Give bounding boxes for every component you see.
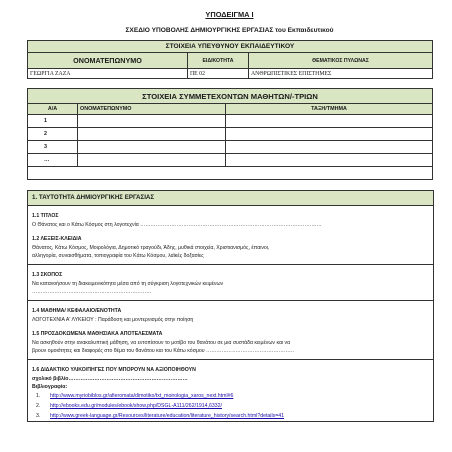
- list-item: [36, 411, 429, 421]
- list-item: [36, 391, 429, 401]
- students-col-aa: Α/Α: [28, 104, 78, 115]
- students-table: [27, 88, 433, 180]
- teacher-section-header: ΣΤΟΙΧΕΙΑ ΥΠΕΥΘΥΝΟΥ ΕΚΠΑΙΔΕΥΤΙΚΟΥ: [28, 41, 433, 53]
- link-number: 2.: [36, 403, 41, 409]
- students-col-class: ΤΑΞΗ/ΤΜΗΜΑ: [226, 104, 433, 115]
- link-number: 1.: [36, 393, 41, 399]
- aim-text[interactable]: Να κατανοήσουν τη διακειμενικότητα μέσα από τη σύγκριση λογοτεχνικών κειμένων: [32, 281, 224, 287]
- subject-text[interactable]: ΛΟΓΟΤΕΧΝΙΑ Α' ΛΥΚΕΙΟΥ : Παράδοση και μοντερνισμός στην ποίηση: [32, 317, 194, 323]
- bibliography-link-2[interactable]: http://ebooks.edu.gr/modules/ebook/show.php/DSGL-A111/262/1914,6332/: [50, 403, 222, 409]
- student-row-number: 3: [28, 141, 78, 154]
- student-class-cell[interactable]: [226, 154, 433, 167]
- student-class-cell[interactable]: [226, 141, 433, 154]
- list-item: [36, 401, 429, 411]
- aim-heading: 1.3 ΣΚΟΠΟΣ: [32, 272, 63, 278]
- student-row-number: …: [28, 154, 78, 167]
- table-row: [28, 154, 433, 167]
- bibliography-list: [32, 391, 429, 421]
- student-name-cell[interactable]: [78, 141, 226, 154]
- bibliography-link-3[interactable]: http://www.greek-language.gr/Resources/literature/education/literature_history/search.html?details=41: [50, 413, 284, 419]
- teacher-col-pillar: ΘΕΜΑΤΙΚΟΣ ΠΥΛΩΝΑΣ: [249, 53, 433, 69]
- teacher-col-name: ΟΝΟΜΑΤΕΠΩΝΥΜΟ: [28, 53, 188, 69]
- identity-section: [27, 190, 434, 422]
- student-class-cell[interactable]: [226, 115, 433, 128]
- outcomes-line-2[interactable]: βρουν ομοιότητες και διαφορές στο θέμα του θανάτου και του Κάτω κόσμου ……………………………………………: [32, 348, 295, 354]
- student-class-cell[interactable]: [226, 128, 433, 141]
- link-number: 3.: [36, 413, 41, 419]
- document-title: ΥΠΟΔΕΙΓΜΑ Ι: [205, 10, 254, 19]
- school-book-line: σχολικό βιβλίο……………………………………………………………: [32, 376, 188, 382]
- student-row-number: 1: [28, 115, 78, 128]
- student-name-cell[interactable]: [78, 115, 226, 128]
- document-subtitle: ΣΧΕΔΙΟ ΥΠΟΒΟΛΗΣ ΔΗΜΙΟΥΡΓΙΚΗΣ ΕΡΓΑΣΙΑΣ του Εκπαιδευτικού: [125, 27, 334, 34]
- teacher-table: [27, 40, 433, 79]
- aim-dots: ……………………………………………………………: [32, 289, 152, 295]
- divider: [28, 300, 433, 301]
- divider: [28, 264, 433, 265]
- outcomes-line-1[interactable]: Να ασκηθούν στην ανακαλυπτική μάθηση, να εντοπίσουν το μοτίβο του θανάτου σε μια συστάδα κειμένων και να: [32, 340, 291, 346]
- bibliography-label: Βιβλιογραφία:: [32, 384, 68, 390]
- table-row: [28, 128, 433, 141]
- keywords-line-2[interactable]: αλληγορία, συναισθήματα, τοπιογραφία του Κάτω Κόσμου, λαϊκές δοξασίες: [32, 253, 204, 259]
- materials-heading: 1.6 ΔΙΔΑΚΤΙΚΟ ΥΛΙΚΟ/ΠΗΓΕΣ ΠΟΥ ΜΠΟΡΟΥΝ ΝΑ ΑΞΙΟΠΟΙΗΘΟΥΝ: [32, 367, 196, 373]
- title-heading: 1.1 ΤΙΤΛΟΣ: [32, 213, 59, 219]
- divider: [28, 359, 433, 360]
- outcomes-heading: 1.5 ΠΡΟΣΔΟΚΩΜΕΝΑ ΜΑΘΗΣΙΑΚΑ ΑΠΟΤΕΛΕΣΜΑΤΑ: [32, 331, 163, 337]
- student-name-cell[interactable]: [78, 128, 226, 141]
- teacher-name-value: ΓΕΩΡΓΙΑ ΖΑΖΑ: [28, 69, 188, 79]
- students-col-name: ΟΝΟΜΑΤΕΠΩΝΥΜΟ: [78, 104, 226, 115]
- student-name-cell[interactable]: [78, 154, 226, 167]
- teacher-col-specialty: ΕΙΔΙΚΟΤΗΤΑ: [188, 53, 249, 69]
- subject-heading: 1.4 ΜΑΘΗΜΑ/ ΚΕΦΑΛΑΙΟ/ΕΝΟΤΗΤΑ: [32, 308, 122, 314]
- table-row: [28, 141, 433, 154]
- keywords-line-1[interactable]: Θάνατος, Κάτω Κόσμος, Μοιρολόγια, Δημοτικό τραγούδι, Άδης, μυθικά στοιχεία, Χριστιανισμός, έπαινοι,: [32, 245, 270, 251]
- title-text[interactable]: Ο Θάνατος και ο Κάτω Κόσμος στη λογοτεχνία ……………………………………………………………………………………………: [32, 222, 322, 228]
- document-page: [27, 8, 432, 422]
- teacher-specialty-value: ΠΕ 02: [188, 69, 249, 79]
- keywords-heading: 1.2 ΛΕΞΕΙΣ-ΚΛΕΙΔΙΑ: [32, 236, 82, 242]
- student-row-number: 2: [28, 128, 78, 141]
- teacher-pillar-value: ΑΝΘΡΩΠΙΣΤΙΚΕΣ ΕΠΙΣΤΗΜΕΣ: [249, 69, 433, 79]
- table-row: [28, 115, 433, 128]
- identity-section-header: 1. ΤΑΥΤΟΤΗΤΑ ΔΗΜΙΟΥΡΓΙΚΗΣ ΕΡΓΑΣΙΑΣ: [28, 191, 433, 206]
- bibliography-link-1[interactable]: http://www.myriobiblos.gr/afieromata/dimotiko/txt_moirologia_xaros_next.html#6: [50, 393, 234, 399]
- students-section-header: ΣΤΟΙΧΕΙΑ ΣΥΜΜΕΤΕΧΟΝΤΩΝ ΜΑΘΗΤΩΝ/-ΤΡΙΩΝ: [28, 89, 433, 104]
- students-table-spacer: [28, 167, 433, 180]
